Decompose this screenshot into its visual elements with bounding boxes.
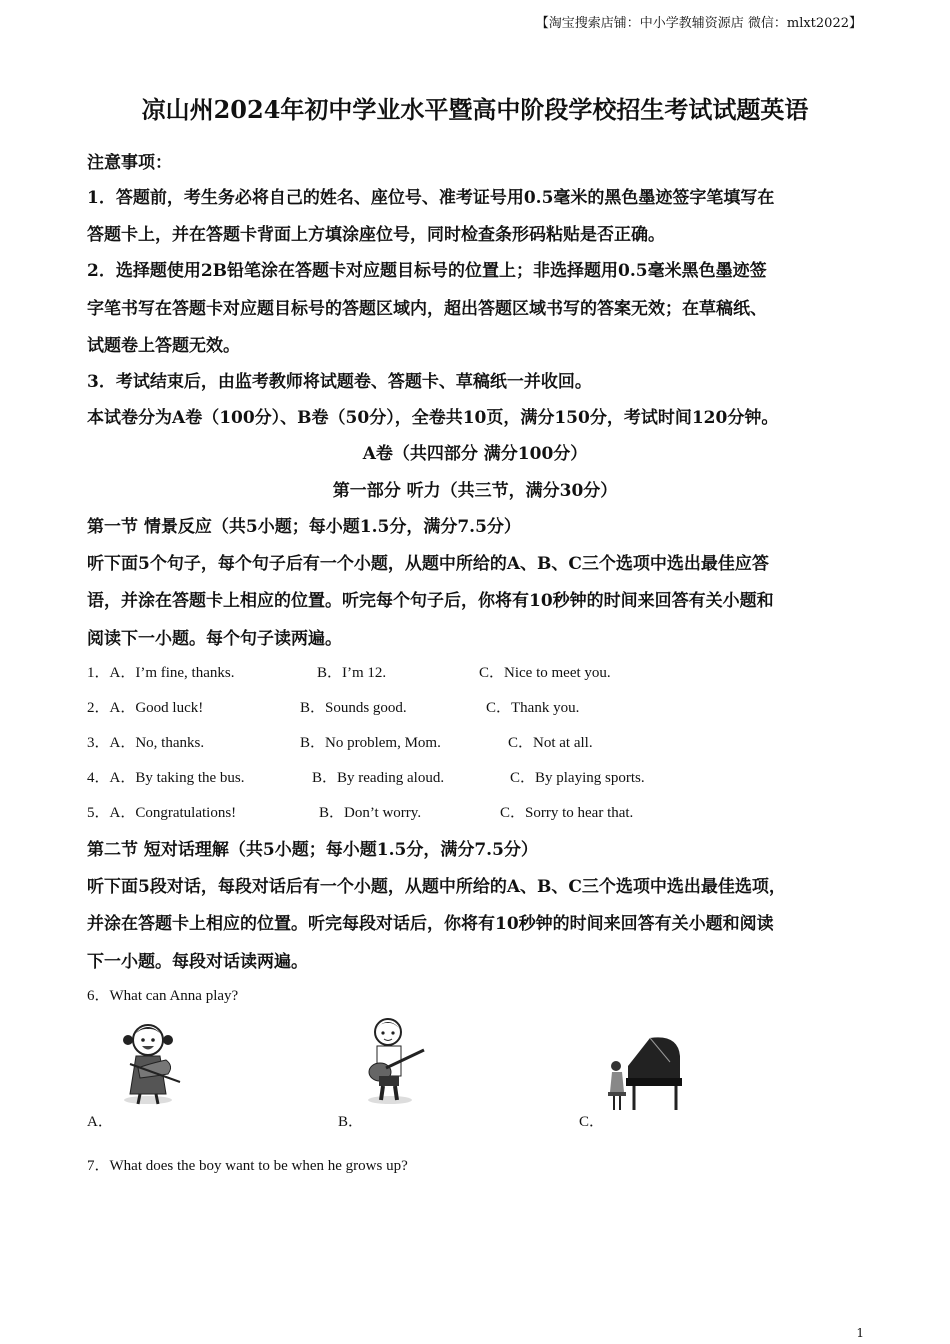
section1-instruction-3: 阅读下一小题。每个句子读两遍。 <box>87 629 342 649</box>
q1-option-a: 1．A．I’m fine, thanks. <box>87 665 235 681</box>
boy-guitar-picture <box>350 1014 440 1106</box>
q4-option-a: 4．A．By taking the bus. <box>87 770 245 786</box>
q2-option-a: 2．A．Good luck! <box>87 700 204 716</box>
q1-option-c: C．Nice to meet you. <box>479 665 611 681</box>
q3-option-b: B．No problem, Mom. <box>300 735 441 751</box>
page-number: 1 <box>856 1326 864 1340</box>
notes-line-2: 答题卡上，并在答题卡背面上方填涂座位号，同时检查条形码粘贴是否正确。 <box>87 225 665 245</box>
page-title: 凉山州2024年初中学业水平暨高中阶段学校招生考试试题英语 <box>141 95 809 124</box>
header-note: 【淘宝搜索店铺：中小学教辅资源店 微信：mlxt2022】 <box>535 16 862 31</box>
notes-line-4: 字笔书写在答题卡对应题目标号的答题区域内，超出答题区域书写的答案无效；在草稿纸、 <box>87 299 767 319</box>
question-7: 7．What does the boy want to be when he grows up? <box>87 1158 408 1174</box>
section1-title: 第一节 情景反应（共5小题；每小题1.5分，满分7.5分） <box>87 517 521 537</box>
section2-instruction-1: 听下面5段对话，每段对话后有一个小题，从题中所给的A、B、C三个选项中选出最佳选项， <box>87 877 786 897</box>
q6-option-a-label: A． <box>87 1114 113 1130</box>
notes-line-5: 试题卷上答题无效。 <box>87 336 240 356</box>
notes-heading: 注意事项： <box>87 153 172 173</box>
section2-title: 第二节 短对话理解（共5小题；每小题1.5分，满分7.5分） <box>87 840 538 860</box>
q6-option-b-label: B． <box>338 1114 364 1130</box>
section2-instruction-3: 下一小题。每段对话读两遍。 <box>87 952 308 972</box>
q5-option-b: B．Don’t worry. <box>319 805 422 821</box>
q2-option-b: B．Sounds good. <box>300 700 407 716</box>
section1-instruction-2: 语，并涂在答题卡上相应的位置。听完每个句子后，你将有10秒钟的时间来回答有关小题和 <box>87 591 774 611</box>
section2-instruction-2: 并涂在答题卡上相应的位置。听完每段对话后，你将有10秒钟的时间来回答有关小题和阅读 <box>87 914 774 934</box>
q4-option-c: C．By playing sports. <box>510 770 645 786</box>
q1-option-b: B．I’m 12. <box>317 665 387 681</box>
q3-option-a: 3．A．No, thanks. <box>87 735 205 751</box>
volume-a-heading: A卷（共四部分 满分100分） <box>362 444 588 464</box>
piano-picture <box>600 1030 690 1122</box>
section1-instruction-1: 听下面5个句子，每个句子后有一个小题，从题中所给的A、B、C三个选项中选出最佳应答 <box>87 554 769 574</box>
q2-option-c: C．Thank you. <box>486 700 580 716</box>
notes-line-3: 2．选择题使用2B铅笔涂在答题卡对应题目标号的位置上；非选择题用0.5毫米黑色墨迹签 <box>87 261 767 281</box>
q6-option-c-label: C． <box>579 1114 605 1130</box>
q4-option-b: B．By reading aloud. <box>312 770 445 786</box>
girl-violin-picture <box>108 1016 198 1108</box>
notes-line-7: 本试卷分为A卷（100分）、B卷（50分），全卷共10页，满分150分，考试时间120分钟。 <box>87 408 779 428</box>
q3-option-c: C．Not at all. <box>508 735 593 751</box>
q5-option-c: C．Sorry to hear that. <box>500 805 634 821</box>
q5-option-a: 5．A．Congratulations! <box>87 805 237 821</box>
notes-line-1: 1．答题前，考生务必将自己的姓名、座位号、准考证号用0.5毫米的黑色墨迹签字笔填写在 <box>87 188 775 208</box>
question-6: 6．What can Anna play? <box>87 988 239 1004</box>
part1-heading: 第一部分 听力（共三节，满分30分） <box>332 481 618 501</box>
notes-line-6: 3．考试结束后，由监考教师将试题卷、答题卡、草稿纸一并收回。 <box>87 372 592 392</box>
